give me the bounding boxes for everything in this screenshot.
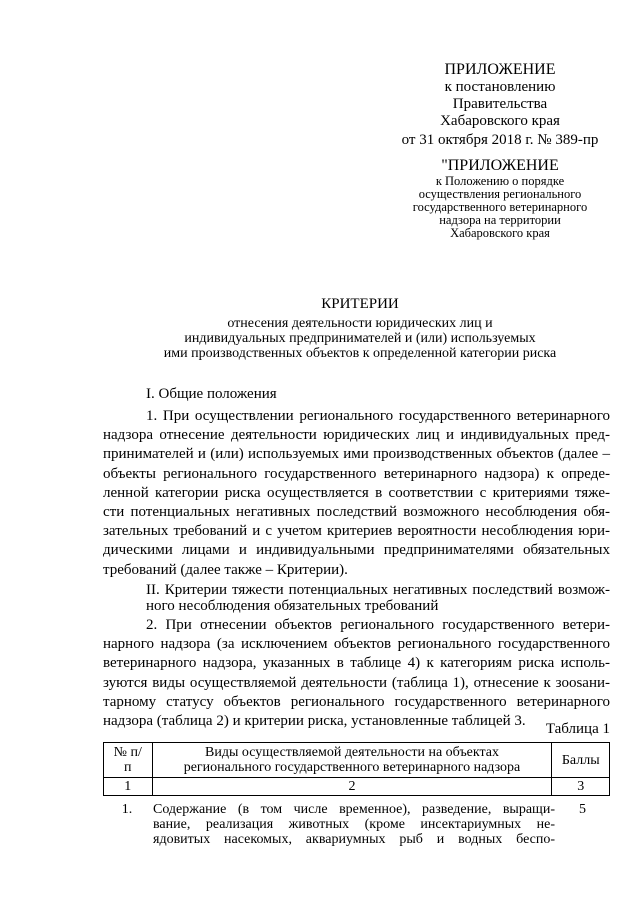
appendix-title: ПРИЛОЖЕНИЕ: [444, 61, 556, 78]
paragraph-line: принимателей и (или) используемых ими производственных объектов (далее –: [103, 446, 610, 463]
inner-appendix-line: осуществления регионального: [418, 187, 582, 201]
section-1-heading: I. Общие положения: [146, 386, 277, 402]
inner-appendix-title: "ПРИЛОЖЕНИЕ: [441, 157, 559, 174]
appendix-header: [380, 60, 620, 149]
inner-appendix-line: к Положению о порядке: [435, 174, 565, 188]
document-title: КРИТЕРИИ: [321, 296, 399, 312]
row-desc-line: вание, реализация животных (кроме инсектариумных не-: [153, 817, 555, 832]
table-1-caption: Таблица 1: [545, 721, 610, 737]
table-1: [103, 742, 610, 796]
section-2-heading: [103, 583, 610, 615]
appendix-date-line: от 31 октября 2018 г. № 389-пр: [401, 132, 599, 148]
table-colnum-row: [104, 778, 610, 796]
paragraph-line: зуются виды осуществляемой деятельности (таблица 1), отнесение к зооsани-: [103, 674, 610, 691]
section-2-heading-line: II. Критерии тяжести потенциальных негативных последствий возмож-: [146, 582, 610, 598]
row-description: [153, 802, 555, 847]
section-2-paragraph: [103, 616, 610, 731]
table-header-row: [104, 743, 610, 778]
paragraph-line: тарному статусу объектов регионального государственного ветеринарного: [103, 693, 610, 710]
paragraph-line: требований (далее также – Критерии).: [103, 561, 348, 578]
paragraph-line: сти потенциальных негативных последствий возможного несоблюдения обя-: [103, 503, 610, 520]
paragraph-line: нарного надзора (за исключением объектов регионального государственного: [103, 636, 610, 653]
header-score: Баллы: [552, 743, 610, 778]
appendix-line: к постановлению: [444, 79, 556, 95]
subtitle-line: отнесения деятельности юридических лиц и: [227, 316, 493, 331]
inner-appendix-line: надзора на территории: [439, 213, 561, 227]
row-score: 5: [579, 802, 586, 817]
colnum-1: 1: [104, 778, 153, 796]
paragraph-line: зательных требований и с учетом критериев вероятности несоблюдения юри-: [103, 523, 610, 540]
colnum-3: 3: [552, 778, 610, 796]
row-desc-line: Содержание (в том числе временное), разведение, выращи-: [153, 802, 555, 817]
row-desc-line: ядовитых насекомых, аквариумных рыб и водных беспо-: [153, 832, 555, 847]
header-num: № п/п: [104, 743, 153, 778]
inner-appendix-line: Хабаровского края: [450, 226, 550, 240]
inner-appendix-line: государственного ветеринарного: [412, 200, 588, 214]
section-2-heading-line: ного несоблюдения обязательных требований: [146, 598, 439, 614]
paragraph-line: ленной категории риска осуществляется в соответствии с критериями тяже-: [103, 484, 610, 501]
appendix-line: Правительства: [452, 96, 548, 112]
row-num: 1.: [121, 802, 133, 817]
paragraph-line: дическими лицами и индивидуальными предпринимателями обязательных: [103, 542, 610, 559]
colnum-2: 2: [152, 778, 552, 796]
paragraph-line: надзора отнесение деятельности юридических лиц и индивидуальных пред-: [103, 427, 610, 444]
paragraph-line: надзора (таблица 2) и критерии риска, установленные таблицей 3.: [103, 712, 526, 729]
section-1-paragraph: [103, 407, 610, 580]
paragraph-line: ветеринарного надзора, указанных в таблице 4) к категориям риска исполь-: [103, 655, 610, 672]
paragraph-line: 1. При осуществлении регионального государственного ветеринарного: [146, 408, 610, 424]
document-subtitle: [150, 316, 570, 361]
paragraph-line: объекты регионального государственного ветеринарного надзора) к опреде-: [103, 465, 610, 482]
inner-appendix-header: [380, 156, 620, 240]
appendix-line: Хабаровского края: [440, 113, 560, 129]
paragraph-line: 2. При отнесении объектов регионального государственного ветери-: [146, 617, 610, 633]
subtitle-line: ими производственных объектов к определенной категории риска: [163, 346, 557, 361]
header-activity: Виды осуществляемой деятельности на объектах регионального государственного ветеринарного надзора: [152, 743, 552, 778]
subtitle-line: индивидуальных предпринимателей и (или) используемых: [184, 331, 536, 346]
